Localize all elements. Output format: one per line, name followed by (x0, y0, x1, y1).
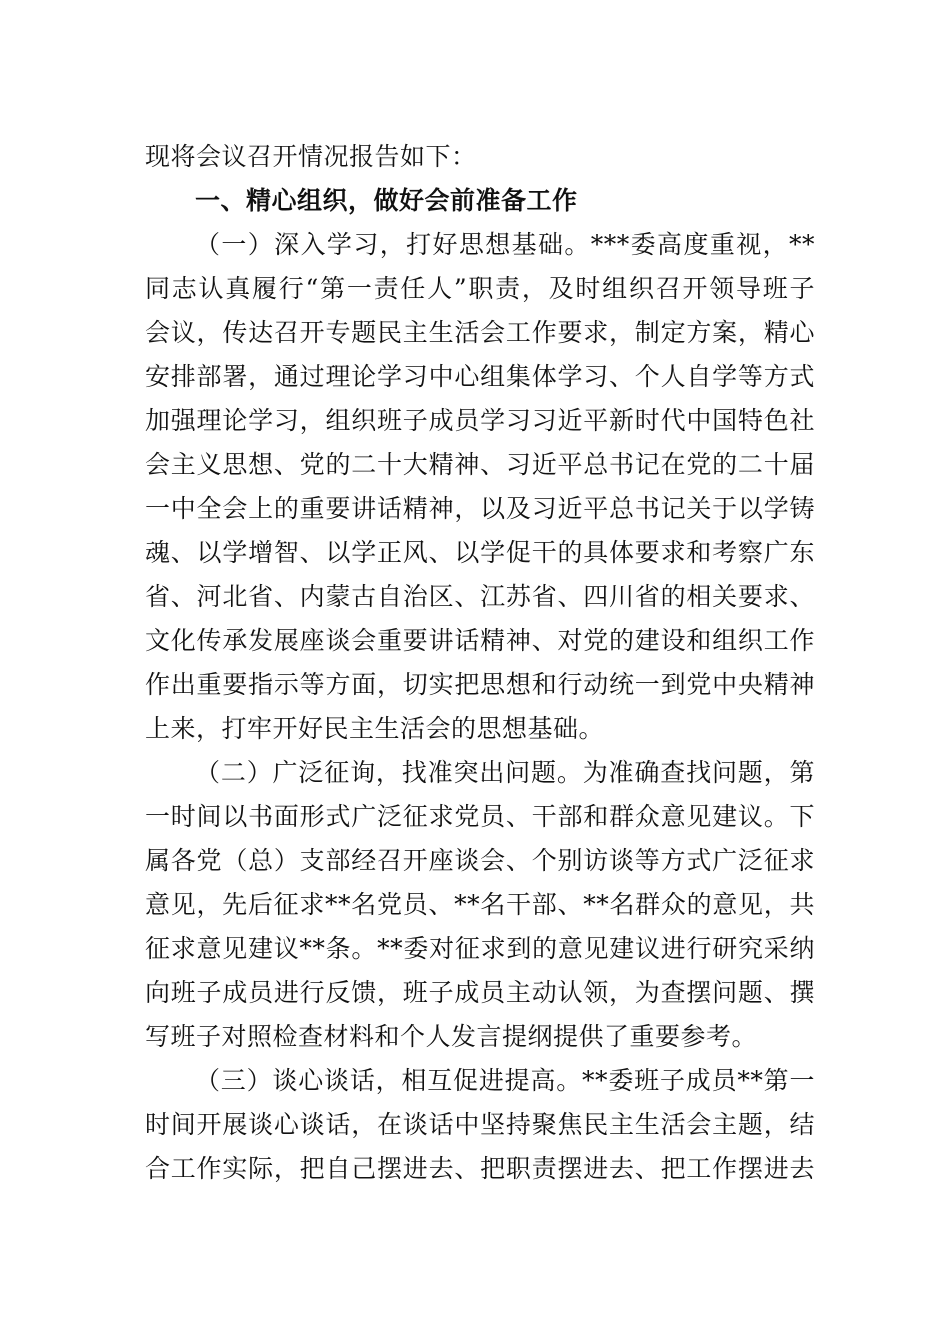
paragraph-1-line: 同志认真履行“第一责任人”职责，及时组织召开领导班子 (145, 274, 815, 303)
paragraph-2-line: 征求意见建议**条。**委对征求到的意见建议进行研究采纳 (145, 934, 815, 963)
paragraph-1-line: 上来，打牢开好民主生活会的思想基础。 (145, 714, 605, 743)
section-heading: 一、精心组织，做好会前准备工作 (195, 186, 578, 215)
paragraph-2-line: 写班子对照检查材料和个人发言提纲提供了重要参考。 (145, 1022, 758, 1051)
intro-line: 现将会议召开情况报告如下： (145, 142, 477, 171)
paragraph-3-line: 时间开展谈心谈话，在谈话中坚持聚焦民主生活会主题，结 (145, 1110, 815, 1139)
paragraph-1-line: 省、河北省、内蒙古自治区、江苏省、四川省的相关要求、 (145, 582, 815, 611)
paragraph-1-line: 会主义思想、党的二十大精神、习近平总书记在党的二十届 (145, 450, 815, 479)
paragraph-1-line: 加强理论学习，组织班子成员学习习近平新时代中国特色社 (145, 406, 815, 435)
paragraph-2-line: 一时间以书面形式广泛征求党员、干部和群众意见建议。下 (145, 802, 815, 831)
paragraph-3-line: （三）谈心谈话，相互促进提高。**委班子成员**第一 (195, 1066, 815, 1095)
paragraph-2-line: 意见，先后征求**名党员、**名干部、**名群众的意见，共 (145, 890, 815, 919)
paragraph-1-line: 一中全会上的重要讲话精神，以及习近平总书记关于以学铸 (145, 494, 815, 523)
paragraph-1-line: （一）深入学习，打好思想基础。***委高度重视，** (195, 230, 815, 259)
paragraph-1-line: 作出重要指示等方面，切实把思想和行动统一到党中央精神 (145, 670, 815, 699)
paragraph-2-line: （二）广泛征询，找准突出问题。为准确查找问题，第 (195, 758, 815, 787)
paragraph-1-line: 文化传承发展座谈会重要讲话精神、对党的建设和组织工作 (145, 626, 815, 655)
paragraph-1-line: 会议，传达召开专题民主生活会工作要求，制定方案，精心 (145, 318, 815, 347)
paragraph-2-line: 属各党（总）支部经召开座谈会、个别访谈等方式广泛征求 (145, 846, 815, 875)
paragraph-1-line: 安排部署，通过理论学习中心组集体学习、个人自学等方式 (145, 362, 815, 391)
paragraph-2-line: 向班子成员进行反馈，班子成员主动认领，为查摆问题、撰 (145, 978, 815, 1007)
paragraph-3-line: 合工作实际，把自己摆进去、把职责摆进去、把工作摆进去 (145, 1154, 815, 1183)
paragraph-1-line: 魂、以学增智、以学正风、以学促干的具体要求和考察广东 (145, 538, 815, 567)
